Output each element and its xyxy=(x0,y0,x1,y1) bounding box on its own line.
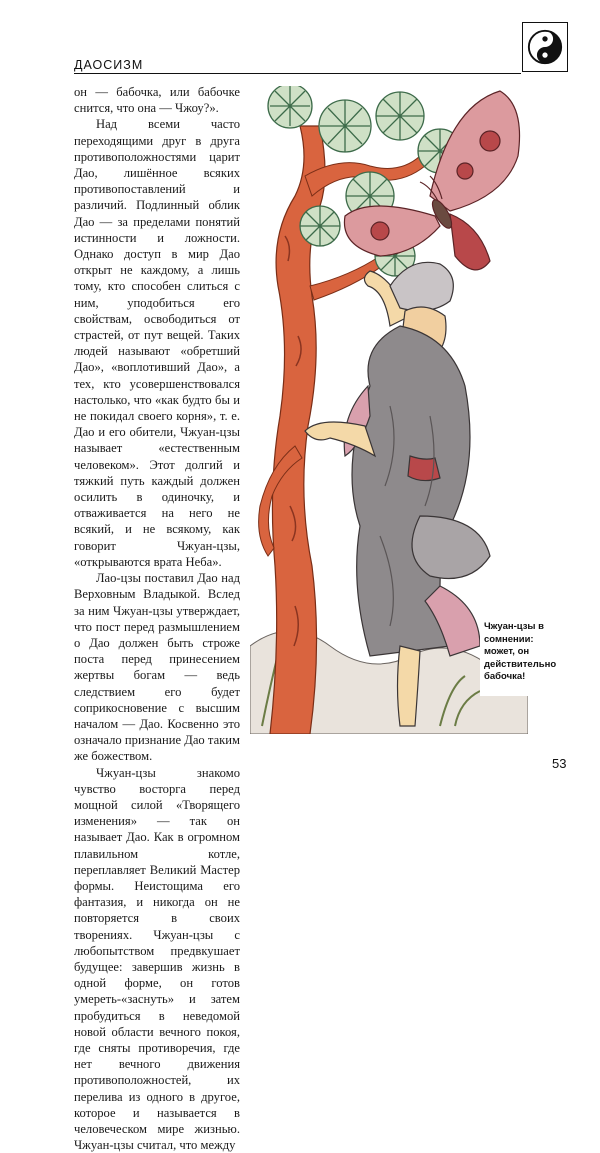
lower-sleeve xyxy=(305,422,375,456)
page-number: 53 xyxy=(552,756,567,771)
yin-yang-emblem xyxy=(522,22,568,72)
article-paragraph: Чжуан-цзы знакомо чувство восторга перед мощной силой «Творящего изменения» — так он называет Дао. Как в огромном плавильном котле, переплавляет Великий Мастер формы. Неистощима его фантазия, и никогда он не повторяется в своих творениях. Чжуан-цзы с любопытством предвкушает будущее: завершив жизнь в одной форме, он готов умереть-«заснуть» и затем пробудиться в неведомой новой области вечного покоя, где сняты противоречия, где нет вечного движения противоположностей, их перелива из одного в другое, которое и называется в человеческом мире жизнью. Чжуан-цзы считал, что между xyxy=(74,765,240,1153)
article-paragraph: он — бабочка, или бабочке снится, что она — Чжоу?». xyxy=(74,85,240,116)
illustration-zhuangzi-butterfly xyxy=(250,86,557,734)
illustration-caption: Чжуан-цзы в сомнении: может, он действительно бабочка! xyxy=(480,616,562,696)
yin-yang-icon xyxy=(526,28,564,66)
section-title: ДАОСИЗМ xyxy=(74,58,144,72)
robe-swirl xyxy=(412,516,490,579)
sash xyxy=(408,456,440,481)
article-body xyxy=(74,84,240,1153)
article-paragraph: Лао-цзы поставил Дао над Верховным Владыкой. Вслед за ним Чжуан-цзы утверждает, что пост перед размышлением о Дао должен быть строже поста перед принесением жертвы богам — ведь следствием его будет соприкосновение с высшим началом — Дао. Косвенно это означало признание Дао таким же божеством. xyxy=(74,571,240,764)
article-paragraph: Над всеми часто переходящими друг в друга противоположностями царит Дао, лишённое всяких противопоставлений и различий. Подлинный облик Дао — за пределами понятий истинности и ложности. Однако доступ в мир Дао открыт не каждому, а лишь тому, кто способен слиться с ним, уподобиться его свойствам, освободиться от страстей, от пут вещей. Таких людей называют «обретший Дао», «воплотивший Дао», а тех, кто усовершенствовался настолько, что «как будто бы и не покидал своего корня», т. е. Дао и его обители, Чжуан-цзы называет «естественным человеком». Этот долгий и тяжкий путь каждый должен осилить в одиночку, и отваживается на него не всякий, и не всякому, как говорит Чжуан-цзы, «открываются врата Неба». xyxy=(74,117,240,569)
header-rule xyxy=(74,73,521,74)
